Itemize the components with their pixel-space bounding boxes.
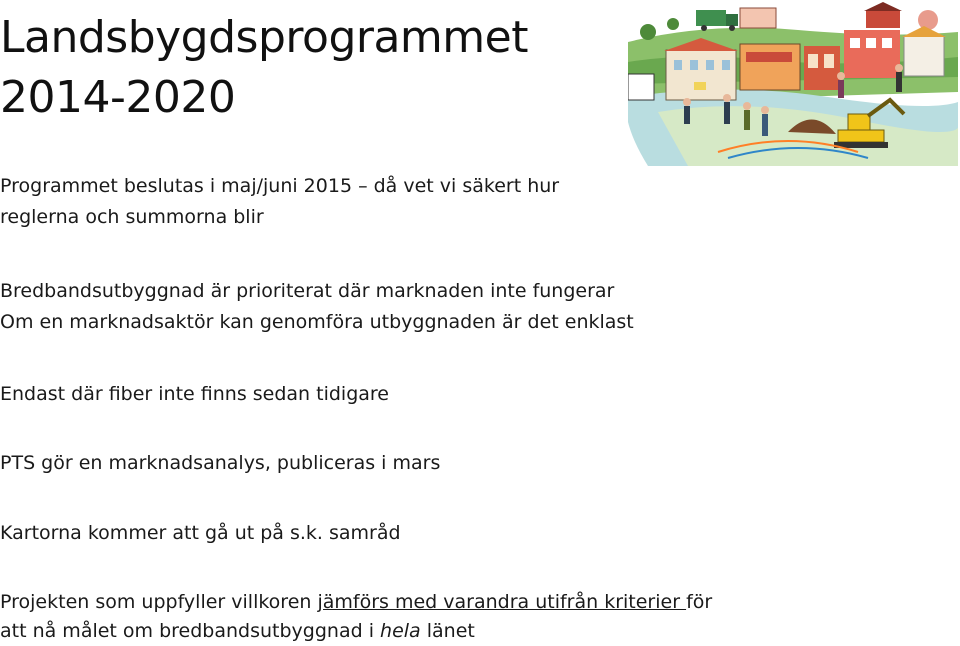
paragraph-line: Kartorna kommer att gå ut på s.k. samråd — [0, 522, 401, 544]
italic-emphasis-text: hela — [380, 620, 421, 642]
paragraph-line: PTS gör en marknadsanalys, publiceras i mars — [0, 452, 441, 474]
paragraph-line: Om en marknadsaktör kan genomföra utbyggnaden är det enklast — [0, 311, 634, 333]
underlined-criteria-text: jämförs med varandra utifrån kriterier — [317, 591, 687, 613]
title-line-2: 2014-2020 — [0, 72, 236, 123]
paragraph-project-criteria — [0, 588, 712, 646]
paragraph-maps-consultation — [0, 518, 401, 549]
text-segment: för — [686, 591, 713, 613]
paragraph-fiber-only — [0, 379, 389, 410]
paragraph-line — [0, 617, 712, 646]
paragraph-program-decision — [0, 171, 559, 233]
rural-village-illustration — [628, 2, 958, 166]
paragraph-line: Bredbandsutbyggnad är prioriterat där marknaden inte fungerar — [0, 280, 615, 302]
paragraph-line: Endast där fiber inte finns sedan tidigare — [0, 383, 389, 405]
paragraph-line: reglerna och summorna blir — [0, 206, 264, 228]
page-title — [0, 8, 528, 128]
paragraph-pts-analysis — [0, 448, 440, 479]
text-segment: att nå målet om bredbandsutbyggnad i — [0, 620, 381, 642]
title-line-1: Landsbygdsprogrammet — [0, 12, 528, 63]
text-segment: länet — [420, 620, 475, 642]
paragraph-line: Programmet beslutas i maj/juni 2015 – då vet vi säkert hur — [0, 175, 560, 197]
paragraph-broadband-priority — [0, 276, 634, 338]
text-segment: Projekten som uppfyller villkoren — [0, 591, 318, 613]
paragraph-line — [0, 588, 712, 617]
